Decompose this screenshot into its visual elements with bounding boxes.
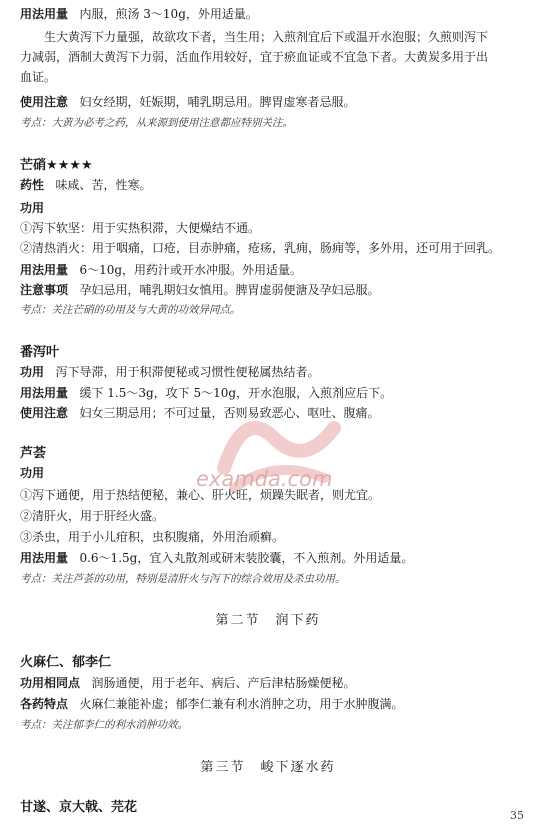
herb-title-huomaren: 火麻仁、郁李仁 <box>20 655 112 670</box>
function-heading: 功用 <box>20 466 45 480</box>
label: 药性 <box>20 178 45 192</box>
label: 使用注意 <box>20 406 69 420</box>
function-item: ①泻下通便，用于热结便秘，兼心、肝火旺，烦躁失眠者，则尤宜。 <box>20 488 381 502</box>
label: 用法用量 <box>20 7 69 21</box>
text: 内服，煎汤 3～10g，外用适量。 <box>79 7 258 21</box>
label: 功用相同点 <box>20 676 81 690</box>
dahuang-dosage <box>20 6 522 23</box>
text: 妇女经期，妊娠期，哺乳期忌用。脾胃虚寒者忌服。 <box>79 95 356 109</box>
label: 用法用量 <box>20 386 69 400</box>
paragraph-line: 生大黄泻下力量强，故欲攻下者，当生用；入煎剂宜后下或温开水泡服；久煎则泻下 <box>44 30 489 44</box>
text: 妇女三期忌用；不可过量，否则易致恶心、呕吐、腹痛。 <box>79 406 380 420</box>
function-item: ③杀虫，用于小儿疳积，虫积腹痛，外用治顽癣。 <box>20 530 285 544</box>
section-heading: 第三节 峻下逐水药 <box>200 760 336 775</box>
label: 用法用量 <box>20 263 69 277</box>
function-item: ②清肝火，用于肝经火盛。 <box>20 509 165 523</box>
label: 使用注意 <box>20 95 69 109</box>
dahuang-caution <box>20 94 522 111</box>
text: 味咸、苦，性寒。 <box>55 178 152 192</box>
text: 火麻仁兼能补虚；郁李仁兼有利水消肿之功，用于水肿腹满。 <box>79 697 404 711</box>
section-heading: 第二节 润下药 <box>215 613 321 628</box>
function-item: ②清热消火：用于咽痛，口疮，目赤肿痛，疮疡，乳痈，肠痈等，多外用，还可用于回乳。 <box>20 241 501 255</box>
watermark-text: examda.com <box>196 467 333 491</box>
text: 润肠通便，用于老年、病后、产后津枯肠燥便秘。 <box>91 676 356 690</box>
text: 6～10g，用药汁或开水冲服。外用适量。 <box>79 263 303 277</box>
herb-title-luhui: 芦荟 <box>20 446 47 461</box>
text: 缓下 1.5～3g，攻下 5～10g，开水泡服，入煎剂应后下。 <box>79 386 393 400</box>
label: 注意事项 <box>20 283 69 297</box>
herb-title-mangxiao: 芒硝★★★★ <box>20 158 93 173</box>
page-number: 35 <box>510 809 524 822</box>
paragraph-line: 力减弱，酒制大黄泻下力弱，活血作用较好，宜于瘀血证或不宜急下者。大黄炭多用于出 <box>20 50 489 64</box>
function-item: ①泻下软坚：用于实热积滞，大便燥结不通。 <box>20 221 261 235</box>
herb-title-gansui: 甘遂、京大戟、芫花 <box>20 800 138 815</box>
paragraph-line: 血证。 <box>20 70 57 84</box>
text: 泻下导滞，用于积滞便秘或习惯性便秘属热结者。 <box>55 365 320 379</box>
label: 各药特点 <box>20 697 69 711</box>
herb-title-fanxieye: 番泻叶 <box>20 345 60 360</box>
exam-point-note: 考点：大黄为必考之药，从来源到使用注意都应特别关注。 <box>20 117 293 129</box>
exam-point-note: 考点：关注芒硝的功用及与大黄的功效异同点。 <box>20 304 241 316</box>
exam-point-note: 考点：关注郁李仁的利水消肿功效。 <box>20 719 188 731</box>
label: 用法用量 <box>20 551 69 565</box>
text: 孕妇忌用，哺乳期妇女慎用。脾胃虚弱便溏及孕妇忌服。 <box>79 283 380 297</box>
text: 0.6～1.5g，宜入丸散剂或研末装胶囊，不入煎剂。外用适量。 <box>79 551 414 565</box>
function-heading: 功用 <box>20 201 45 215</box>
exam-point-note: 考点：关注芦荟的功用，特别是清肝火与泻下的综合效用及杀虫功用。 <box>20 573 346 585</box>
label: 功用 <box>20 365 45 379</box>
